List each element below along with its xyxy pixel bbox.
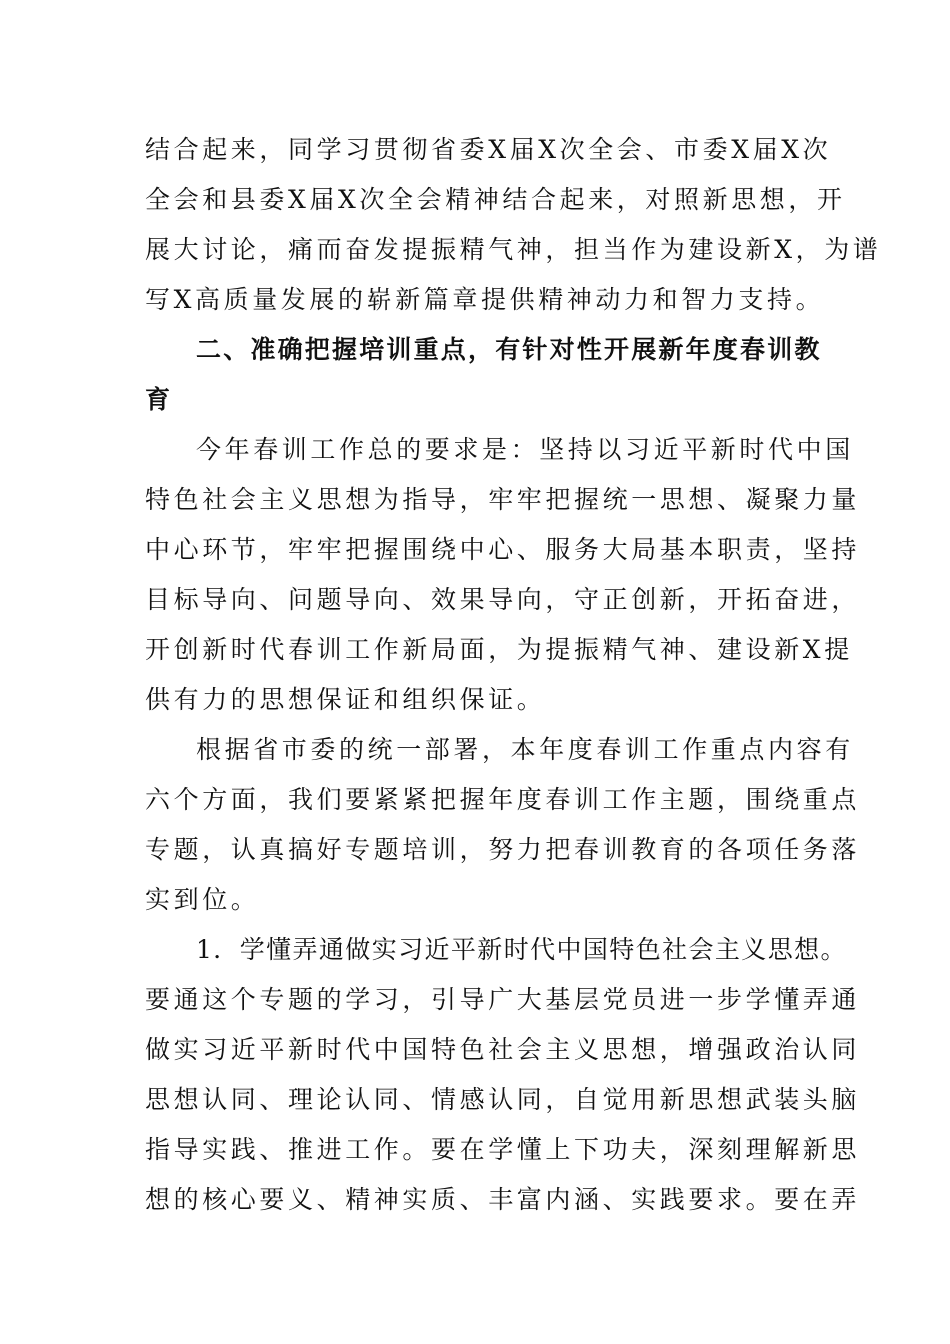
text-line: 展大讨论，痛而奋发提振精气神，担当作为建设新X，为谱 (145, 235, 882, 264)
section-heading: 二、准确把握培训重点，有针对性开展新年度春训教 (196, 335, 822, 364)
text-line: 要通这个专题的学习，引导广大基层党员进一步学懂弄通 (145, 985, 861, 1014)
text-line: 指导实践、推进工作。要在学懂上下功夫，深刻理解新思 (145, 1135, 861, 1164)
text-line: 根据省市委的统一部署，本年度春训工作重点内容有 (196, 735, 854, 764)
text-line: 专题，认真搞好专题培训，努力把春训教育的各项任务落 (145, 835, 861, 864)
numbered-item-heading: 1．学懂弄通做实习近平新时代中国特色社会主义思想。 (196, 935, 847, 964)
text-line: 中心环节，牢牢把握围绕中心、服务大局基本职责，坚持 (145, 535, 861, 564)
text-line: 写X高质量发展的崭新篇章提供精神动力和智力支持。 (145, 285, 825, 314)
text-line: 做实习近平新时代中国特色社会主义思想，增强政治认同 (145, 1035, 861, 1064)
section-heading-continued: 育 (145, 385, 173, 414)
text-line: 全会和县委X届X次全会精神结合起来，对照新思想，开 (145, 185, 846, 214)
text-line: 六个方面，我们要紧紧把握年度春训工作主题，围绕重点 (145, 785, 861, 814)
text-line: 思想认同、理论认同、情感认同，自觉用新思想武装头脑 (145, 1085, 861, 1114)
text-line: 供有力的思想保证和组织保证。 (145, 685, 546, 714)
text-line: 今年春训工作总的要求是：坚持以习近平新时代中国 (196, 435, 854, 464)
text-line: 特色社会主义思想为指导，牢牢把握统一思想、凝聚力量 (145, 485, 861, 514)
text-line: 开创新时代春训工作新局面，为提振精气神、建设新X提 (145, 635, 853, 664)
text-line: 目标导向、问题导向、效果导向，守正创新，开拓奋进， (145, 585, 861, 614)
text-line: 实到位。 (145, 885, 260, 914)
text-line: 想的核心要义、精神实质、丰富内涵、实践要求。要在弄 (145, 1185, 861, 1214)
text-line: 结合起来，同学习贯彻省委X届X次全会、市委X届X次 (145, 135, 832, 164)
